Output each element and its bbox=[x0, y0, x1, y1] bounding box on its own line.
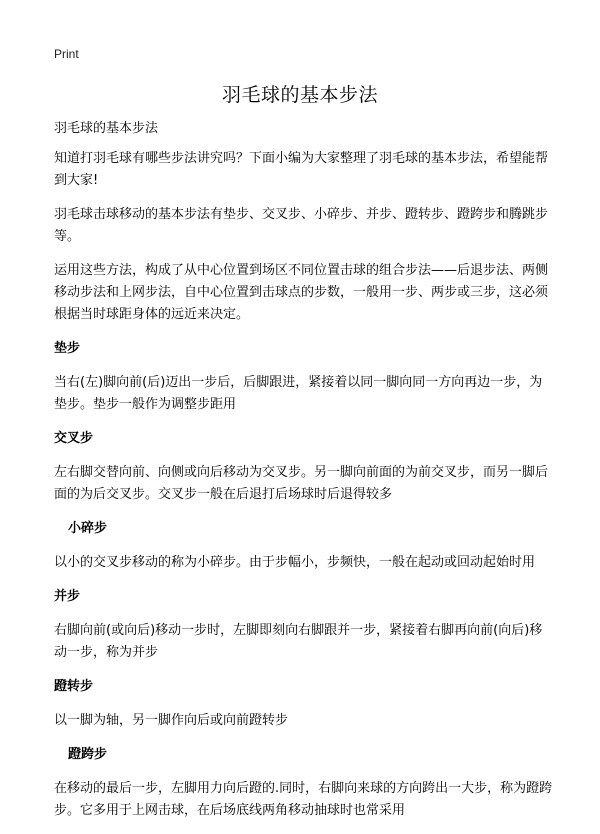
section-body-dianbu: 当右(左)脚向前(后)迈出一步后，后脚跟进，紧接着以同一脚向同一方向再边一步，为垫步。垫步一般作为调整步距用 bbox=[54, 375, 543, 412]
article-subtitle: 羽毛球的基本步法 bbox=[54, 121, 159, 136]
section-body-xiaosuibu: 以小的交叉步移动的称为小碎步。由于步幅小，步频快，一般在起动或回动起始时用 bbox=[54, 555, 536, 570]
page-title: 羽毛球的基本步法 bbox=[221, 84, 378, 106]
intro-paragraph: 知道打羽毛球有哪些步法讲究吗？下面小编为大家整理了羽毛球的基本步法，希望能帮到大家! bbox=[54, 151, 549, 188]
section-heading-dengzhuanbu: 蹬转步 bbox=[54, 679, 94, 694]
section-heading-dianbu: 垫步 bbox=[54, 341, 81, 356]
section-body-dengkuabu: 在移动的最后一步，左脚用力向后蹬的.同时，右脚向来球的方向跨出一大步，称为蹬跨步。它多用于上网击球，在后场底线两角移动抽球时也常采用 bbox=[54, 781, 553, 818]
section-body-dengzhuanbu: 以一脚为轴，另一脚作向后或向前蹬转步 bbox=[54, 713, 289, 728]
section-heading-bingbu: 并步 bbox=[54, 589, 81, 604]
intro-paragraph: 运用这些方法，构成了从中心位置到场区不同位置击球的组合步法——后退步法、两侧移动步法和上网步法，自中心位置到击球点的步数，一般用一步、两步或三步，这必须根据当时球距身体的远近来决定。 bbox=[54, 263, 549, 322]
section-body-bingbu: 右脚向前(或向后)移动一步时，左脚即刻向右脚跟并一步，紧接着右脚再向前(向后)移动一步，称为并步 bbox=[54, 623, 543, 660]
section-heading-xiaosuibu: 小碎步 bbox=[68, 521, 108, 536]
section-heading-jiaochabu: 交叉步 bbox=[54, 431, 94, 446]
section-heading-dengkuabu: 蹬跨步 bbox=[68, 747, 108, 762]
print-link[interactable]: Print bbox=[54, 47, 79, 61]
section-body-jiaochabu: 左右脚交替向前、向侧或向后移动为交叉步。另一脚向前面的为前交叉步，而另一脚后面的为后交叉步。交叉步一般在后退打后场球时后退得较多 bbox=[54, 465, 549, 502]
article-body bbox=[54, 118, 554, 834]
intro-paragraph: 羽毛球击球移动的基本步法有垫步、交叉步、小碎步、并步、蹬转步、蹬跨步和腾跳步等。 bbox=[54, 207, 549, 244]
